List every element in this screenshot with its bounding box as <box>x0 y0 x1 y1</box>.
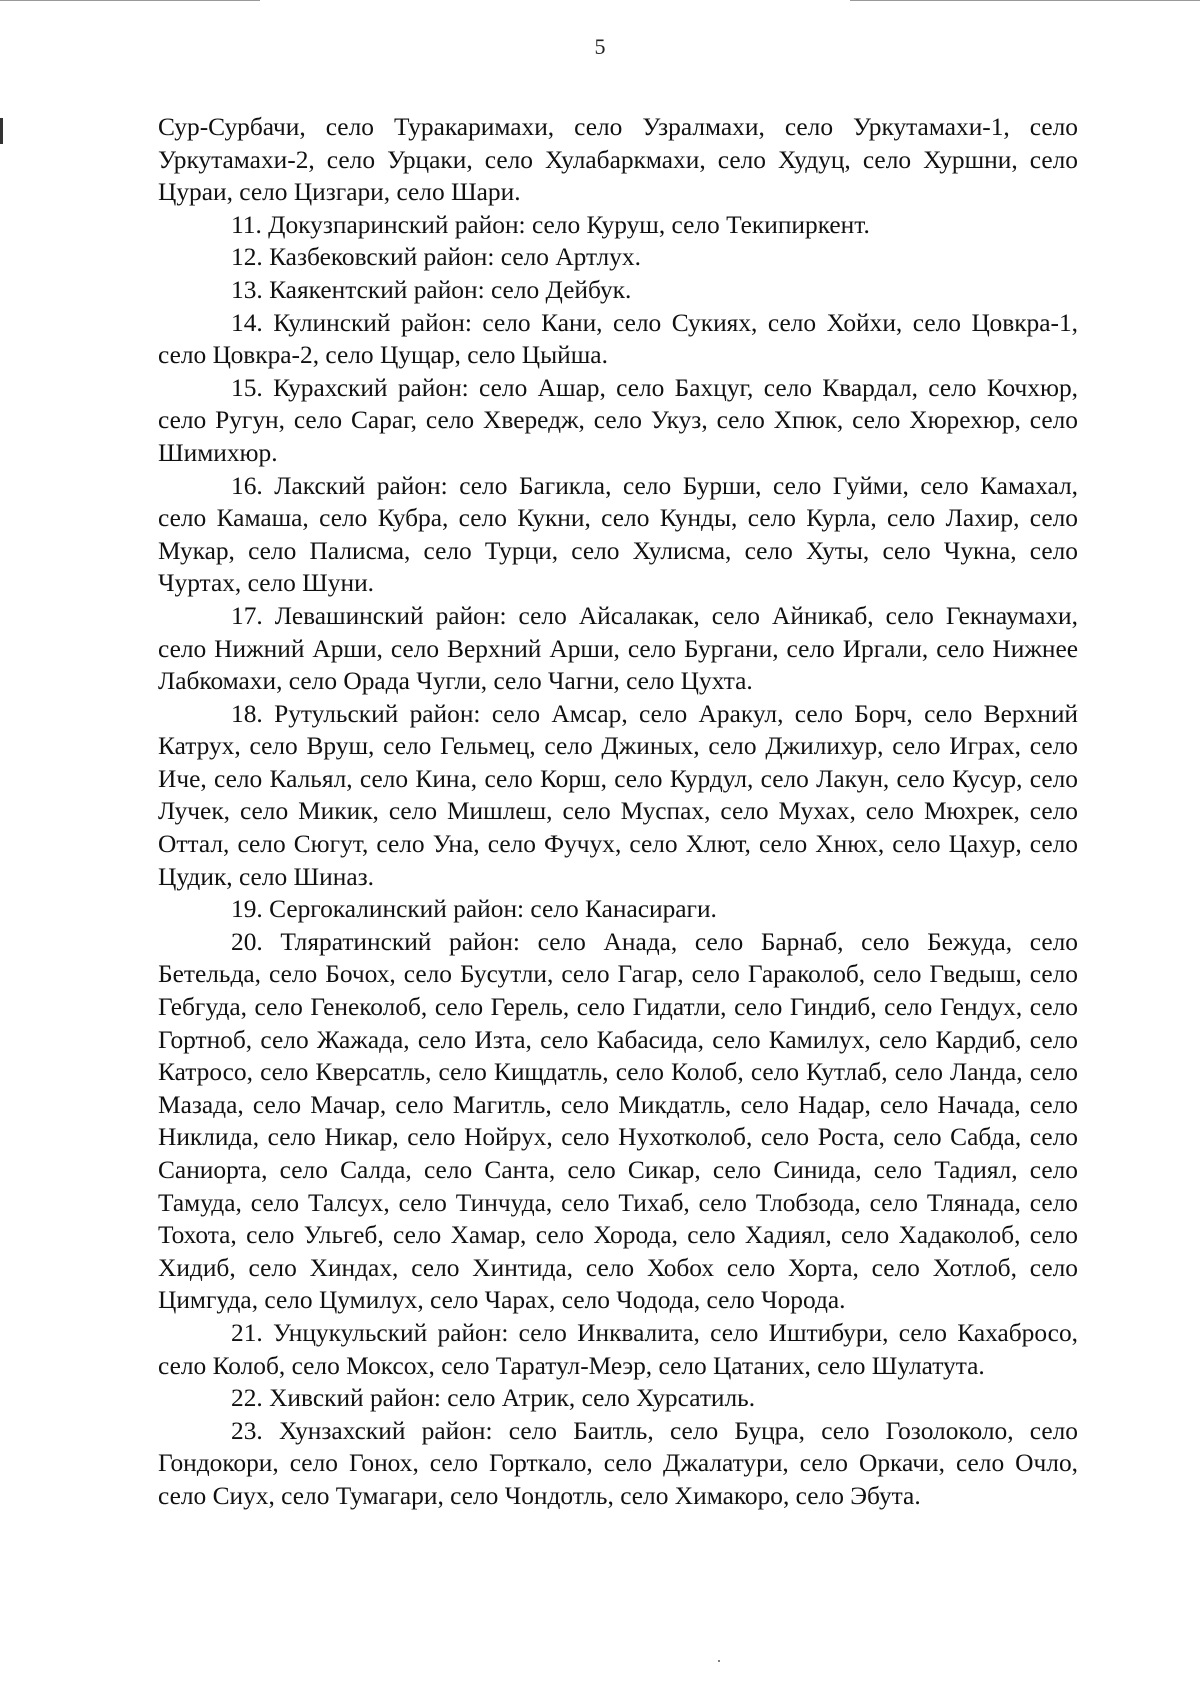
paragraph-16-laksky: 16. Лакский район: село Багикла, село Бурши, село Гуйми, село Камахал, село Камаша, село Кубра, село Кукни, село Кунды, село Курла, село Лахир, село Мукар, село Палисма, село Турци, село Хулисма, село Хуты, село Чукна, село Чуртах, село Шуни. <box>158 471 1078 598</box>
paragraph-14-kulinsky: 14. Кулинский район: село Кани, село Сукиях, село Хойхи, село Цовкра-1, село Цовкра-2, село Цущар, село Цыйша. <box>158 308 1078 370</box>
paragraph-22-khivsky: 22. Хивский район: село Атрик, село Хурсатиль. <box>231 1384 756 1413</box>
scan-top-edge-right <box>850 0 1200 1</box>
paragraph-12-kazbekovsky: 12. Казбековский район: село Артлух. <box>231 243 641 272</box>
paragraph-19-sergokalinsky: 19. Сергокалинский район: село Канасираги. <box>231 895 717 924</box>
paragraph-11-dokuzparinsky: 11. Докузпаринский район: село Куруш, село Текипиркент. <box>231 210 870 239</box>
paragraph-20-tlyaratinsky: 20. Тляратинский район: село Анада, село Барнаб, село Бежуда, село Бетельда, село Бочох, село Бусутли, село Гагар, село Гараколоб, село Гведыш, село Гебгуда, село Генеколоб, село Герель, село Гидатли, село Гиндиб, село Гендух, село Гортноб, село Жажада, село Изта, село Кабасида, село Камилух, село Кардиб, село Катросо, село Кверсатль, село Кищдатль, село Колоб, село Кутлаб, село Ланда, село Мазада, село Мачар, село Магитль, село Микдатль, село Надар, село Начада, село Никлида, село Никар, село Нойрух, село Нухотколоб, село Роста, село Сабда, село Саниорта, село Салда, село Санта, село Сикар, село Синида, село Тадиял, село Тамуда, село Талсух, село Тинчуда, село Тихаб, село Тлобзода, село Тлянада, село Тохота, село Ульгеб, село Хамар, село Хорода, село Хадиял, село Хадаколоб, село Хидиб, село Хиндах, село Хинтида, село Хобох село Хорта, село Хотлоб, село Цимгуда, село Цумилух, село Чарах, село Чодода, село Чорода. <box>158 927 1078 1315</box>
scan-speck <box>718 1660 720 1662</box>
paragraph-17-levashinsky: 17. Левашинский район: село Айсалакак, село Айникаб, село Гекнаумахи, село Нижний Арши, село Верхний Арши, село Бургани, село Иргали, село Нижнее Лабкомахи, село Орада Чугли, село Чагни, село Цухта. <box>158 601 1078 696</box>
scan-top-edge-left <box>0 0 260 1</box>
page-number: 5 <box>594 34 606 59</box>
paragraph-continuation: Сур-Сурбачи, село Туракаримахи, село Узралмахи, село Уркутамахи-1, село Уркутамахи-2, село Урцаки, село Хулабаркмахи, село Худуц, село Хуршни, село Цураи, село Цизгари, село Шари. <box>158 113 1078 207</box>
paragraph-15-kurakhsky: 15. Курахский район: село Ашар, село Бахцуг, село Квардал, село Кочхюр, село Ругун, село Сараг, село Хвередж, село Укуз, село Хпюк, село Хюрехюр, село Шимихюр. <box>158 373 1078 467</box>
document-body <box>158 111 1078 1513</box>
scan-edge-mark <box>0 118 3 144</box>
paragraph-23-khunzakhsky: 23. Хунзахский район: село Баитль, село Буцра, село Гозолоколо, село Гондокори, село Гонох, село Горткало, село Джалатури, село Оркачи, село Очло, село Сиух, село Тумагари, село Чондотль, село Химакоро, село Эбута. <box>158 1416 1078 1510</box>
paragraph-18-rutulsky: 18. Рутульский район: село Амсар, село Аракул, село Борч, село Верхний Катрух, село Вруш, село Гельмец, село Джиных, село Джилихур, село Играх, село Иче, село Кальял, село Кина, село Корш, село Курдул, село Лакун, село Кусур, село Лучек, село Микик, село Мишлеш, село Муспах, село Мухах, село Мюхрек, село Оттал, село Сюгут, село Уна, село Фучух, село Хлют, село Хнюх, село Цахур, село Цудик, село Шиназ. <box>158 699 1078 891</box>
paragraph-13-kayakentsky: 13. Каякентский район: село Дейбук. <box>231 275 632 304</box>
paragraph-21-untsukulsky: 21. Унцукульский район: село Инквалита, село Иштибури, село Кахабросо, село Колоб, село Моксох, село Таратул-Меэр, село Цатаних, село Шулатута. <box>158 1318 1078 1380</box>
